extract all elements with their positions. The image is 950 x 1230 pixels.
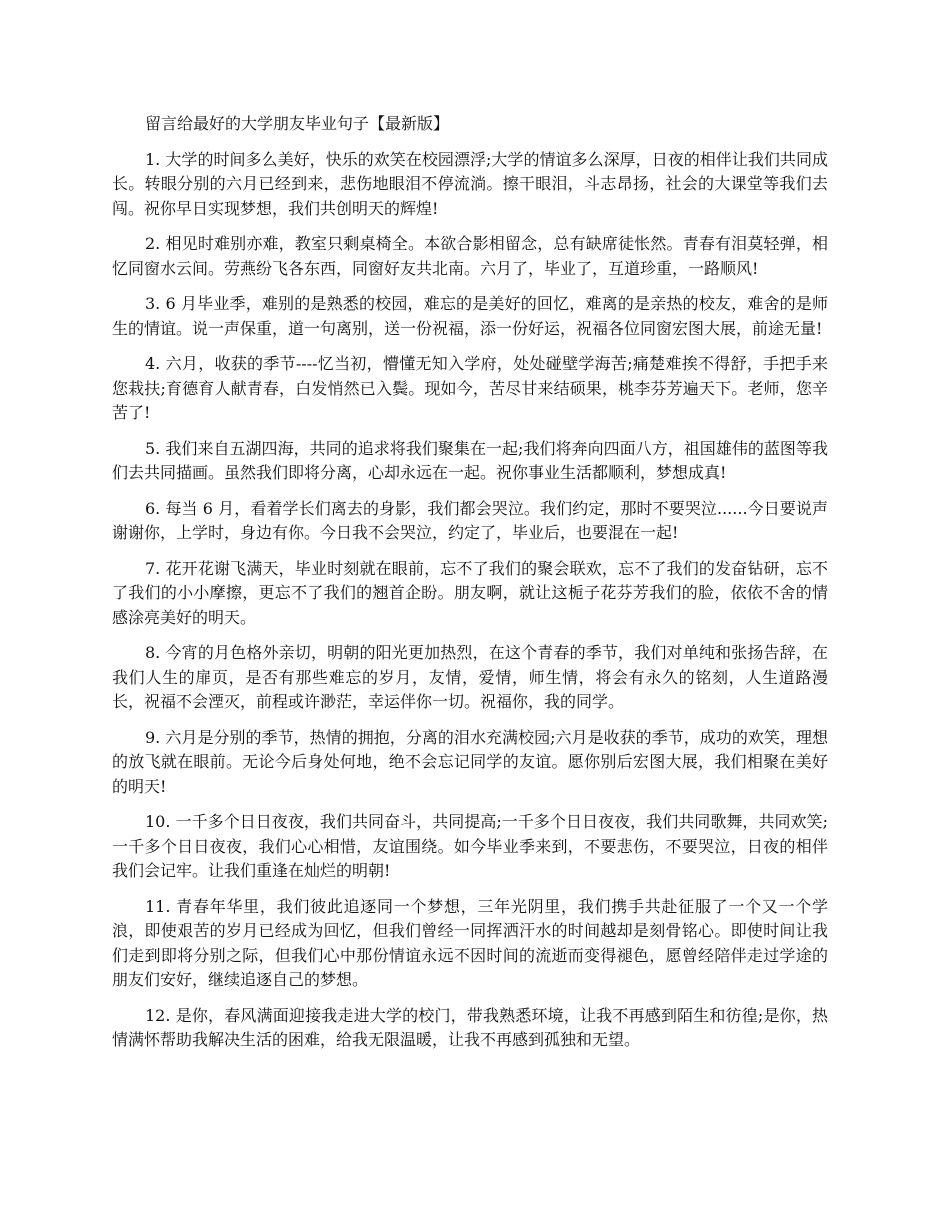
paragraph-9: 9. 六月是分别的季节，热情的拥抱，分离的泪水充满校园;六月是收获的季节，成功的欢笑，理想的放飞就在眼前。无论今后身处何地，绝不会忘记同学的友谊。愿你别后宏图大展，我们相聚在美好的明天! — [112, 727, 828, 796]
paragraph-10: 10. 一千多个日日夜夜，我们共同奋斗，共同提高;一千多个日日夜夜，我们共同歌舞，共同欢笑;一千多个日日夜夜，我们心心相惜，友谊围绕。如今毕业季来到，不要悲伤，不要哭泣，日夜的相伴我们会记牢。让我们重逢在灿烂的明朝! — [112, 812, 828, 880]
paragraph-3: 3. 6 月毕业季，难别的是熟悉的校园，难忘的是美好的回忆，难离的是亲热的校友，难舍的是师生的情谊。说一声保重，道一句离别，送一份祝福，添一份好运，祝福各位同窗宏图大展，前途无量! — [112, 294, 828, 338]
paragraph-7: 7. 花开花谢飞满天，毕业时刻就在眼前，忘不了我们的聚会联欢，忘不了我们的发奋钻研，忘不了我们的小小摩擦，更忘不了我们的翘首企盼。朋友啊，就让这栀子花芬芳我们的脸，依依不舍的情感涂亮美好的明天。 — [112, 558, 828, 627]
paragraph-6: 6. 每当 6 月，看着学长们离去的身影，我们都会哭泣。我们约定，那时不要哭泣......今日要说声谢谢你，上学时，身边有你。今日我不会哭泣，约定了，毕业后，也要混在一起! — [112, 498, 828, 542]
paragraph-8: 8. 今宵的月色格外亲切，明朝的阳光更加热烈，在这个青春的季节，我们对单纯和张扬告辞，在我们人生的扉页，是否有那些难忘的岁月，友情，爱情，师生情，将会有永久的铭刻，人生道路漫长，祝福不会湮灭，前程或许渺茫，幸运伴你一切。祝福你，我的同学。 — [112, 643, 828, 711]
paragraph-4: 4. 六月，收获的季节----忆当初，懵懂无知入学府，处处碰壁学海苦;痛楚难挨不得舒，手把手来您栽扶;育德育人献青春，白发悄然已入鬓。现如今，苦尽甘来结硕果，桃李芬芳遍天下。老师，您辛苦了! — [112, 354, 828, 422]
document-body — [112, 112, 828, 1064]
paragraph-12: 12. 是你，春风满面迎接我走进大学的校门，带我熟悉环境，让我不再感到陌生和彷徨;是你，热情满怀帮助我解决生活的困难，给我无限温暖，让我不再感到孤独和无望。 — [112, 1005, 828, 1049]
paragraph-1: 1. 大学的时间多么美好，快乐的欢笑在校园漂浮;大学的情谊多么深厚，日夜的相伴让我们共同成长。转眼分别的六月已经到来，悲伤地眼泪不停流淌。擦干眼泪，斗志昂扬，社会的大课堂等我们去闯。祝你早日实现梦想，我们共创明天的辉煌! — [112, 149, 828, 218]
document-title: 留言给最好的大学朋友毕业句子【最新版】 — [145, 114, 450, 133]
paragraph-2: 2. 相见时难别亦难，教室只剩桌椅全。本欲合影相留念，总有缺席徒怅然。青春有泪莫轻弹，相忆同窗水云间。劳燕纷飞各东西，同窗好友共北南。六月了，毕业了，互道珍重，一路顺风! — [112, 234, 828, 278]
paragraph-5: 5. 我们来自五湖四海，共同的追求将我们聚集在一起;我们将奔向四面八方，祖国雄伟的蓝图等我们去共同描画。虽然我们即将分离，心却永远在一起。祝你事业生活都顺利，梦想成真! — [112, 438, 828, 482]
paragraph-11: 11. 青春年华里，我们彼此追逐同一个梦想，三年光阴里，我们携手共赴征服了一个又一个学浪，即使艰苦的岁月已经成为回忆，但我们曾经一同挥洒汗水的时间越却是刻骨铭心。即使时间让我们走到即将分别之际，但我们心中那份情谊永远不因时间的流逝而变得褪色，愿曾经陪伴走过学途的朋友们安好，继续追逐自己的梦想。 — [112, 896, 828, 989]
